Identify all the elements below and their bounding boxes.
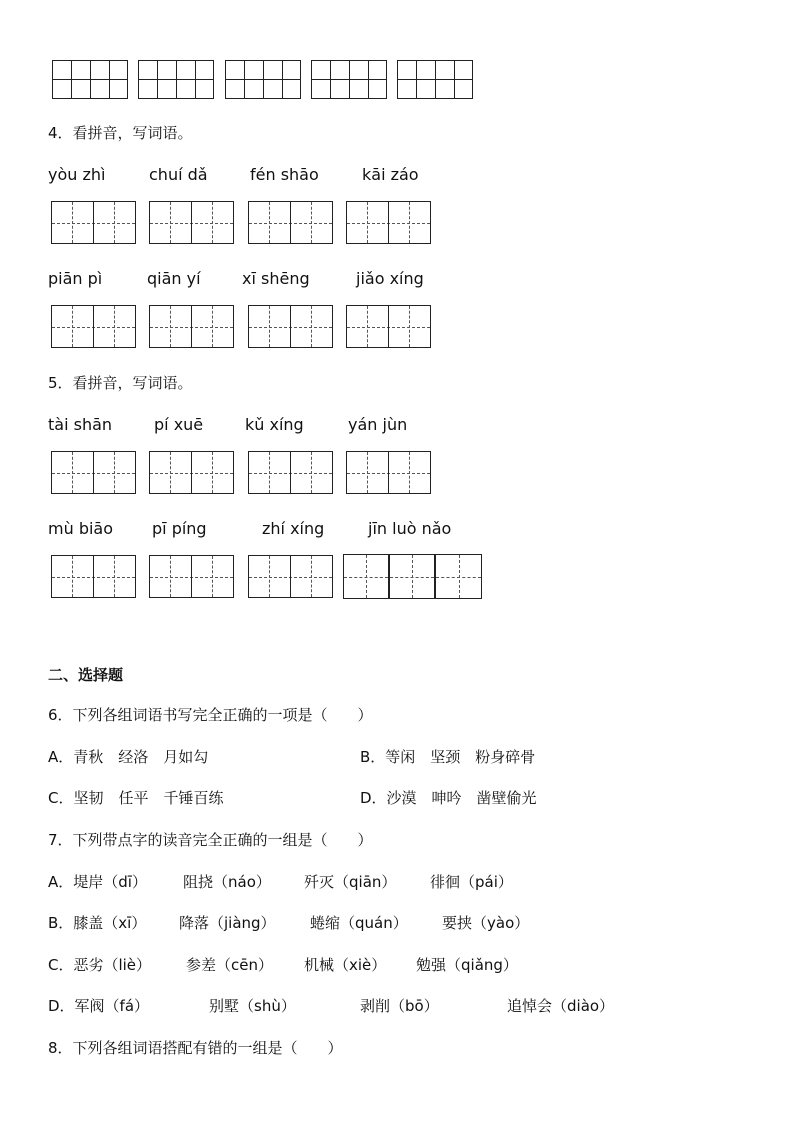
answer-box[interactable] xyxy=(51,555,136,598)
q7-d-item: 别墅（shù） xyxy=(209,997,296,1015)
q5-pinyin-5: mù biāo xyxy=(48,519,114,538)
q4-pinyin-3: fén shāo xyxy=(250,165,319,184)
q4-pinyin-8: jiǎo xíng xyxy=(356,269,424,288)
answer-box[interactable] xyxy=(51,305,136,348)
q6-stem: 6．下列各组词语书写完全正确的一项是（ ） xyxy=(48,706,373,724)
q4-pinyin-4: kāi záo xyxy=(362,165,419,184)
answer-square[interactable] xyxy=(343,554,389,599)
q4-pinyin-5: piān pì xyxy=(48,269,103,288)
answer-box[interactable] xyxy=(346,201,431,244)
q7-d-item: 追悼会（diào） xyxy=(507,997,615,1015)
q4-pinyin-7: xī shēng xyxy=(242,269,310,288)
q4-pinyin-2: chuí dǎ xyxy=(149,165,208,184)
q7-c-item: 机械（xiè） xyxy=(304,956,387,974)
q6-option-d[interactable]: D．沙漠 呻吟 凿壁偷光 xyxy=(360,789,537,807)
q5-pinyin-7: zhí xíng xyxy=(262,519,325,538)
q8-stem: 8．下列各组词语搭配有错的一组是（ ） xyxy=(48,1039,343,1057)
writing-grid-2[interactable] xyxy=(138,60,214,99)
writing-grid-3[interactable] xyxy=(225,60,301,99)
answer-box[interactable] xyxy=(248,201,333,244)
answer-square[interactable] xyxy=(389,554,435,599)
writing-grid-4[interactable] xyxy=(311,60,387,99)
answer-box[interactable] xyxy=(149,305,234,348)
answer-square[interactable] xyxy=(435,554,482,599)
q7-stem: 7．下列带点字的读音完全正确的一组是（ ） xyxy=(48,831,373,849)
q7-a-item: 歼灭（qiān） xyxy=(304,873,397,891)
q7-c-item: 勉强（qiǎng） xyxy=(416,956,518,974)
q7-d-item: D．军阀（fá） xyxy=(48,997,150,1015)
answer-box[interactable] xyxy=(149,555,234,598)
writing-grid-5[interactable] xyxy=(397,60,473,99)
q7-a-item: A．堤岸（dī） xyxy=(48,873,147,891)
q7-d-item: 剥削（bō） xyxy=(360,997,439,1015)
q7-a-item: 徘徊（pái） xyxy=(430,873,513,891)
answer-box[interactable] xyxy=(248,555,333,598)
answer-box[interactable] xyxy=(346,451,431,494)
answer-box[interactable] xyxy=(149,451,234,494)
section-title: 二、选择题 xyxy=(48,666,124,684)
q7-b-item: 要挟（yào） xyxy=(442,914,530,932)
q6-option-a[interactable]: A．青秋 经洛 月如勾 xyxy=(48,748,209,766)
q7-c-item: 参差（cēn） xyxy=(186,956,273,974)
q5-pinyin-2: pí xuē xyxy=(154,415,204,434)
q5-heading: 5．看拼音，写词语。 xyxy=(48,374,193,392)
q4-pinyin-1: yòu zhì xyxy=(48,165,106,184)
q7-a-item: 阻挠（náo） xyxy=(183,873,271,891)
writing-grid-1[interactable] xyxy=(52,60,128,99)
q7-b-item: 蜷缩（quán） xyxy=(310,914,408,932)
q4-pinyin-6: qiān yí xyxy=(147,269,201,288)
q4-heading: 4．看拼音，写词语。 xyxy=(48,124,193,142)
q5-pinyin-1: tài shān xyxy=(48,415,113,434)
q5-pinyin-6: pī píng xyxy=(152,519,207,538)
answer-box[interactable] xyxy=(51,201,136,244)
answer-box[interactable] xyxy=(149,201,234,244)
answer-box[interactable] xyxy=(346,305,431,348)
q7-c-item: C．恶劣（liè） xyxy=(48,956,152,974)
answer-box[interactable] xyxy=(248,305,333,348)
answer-box[interactable] xyxy=(51,451,136,494)
q5-pinyin-8: jīn luò nǎo xyxy=(368,519,452,538)
answer-box[interactable] xyxy=(248,451,333,494)
q5-pinyin-3: kǔ xíng xyxy=(245,415,304,434)
q6-option-c[interactable]: C．坚韧 任平 千锤百练 xyxy=(48,789,224,807)
q5-pinyin-4: yán jùn xyxy=(348,415,408,434)
q7-b-item: 降落（jiàng） xyxy=(179,914,276,932)
q6-option-b[interactable]: B．等闲 坚颈 粉身碎骨 xyxy=(360,748,536,766)
q7-b-item: B．膝盖（xī） xyxy=(48,914,147,932)
